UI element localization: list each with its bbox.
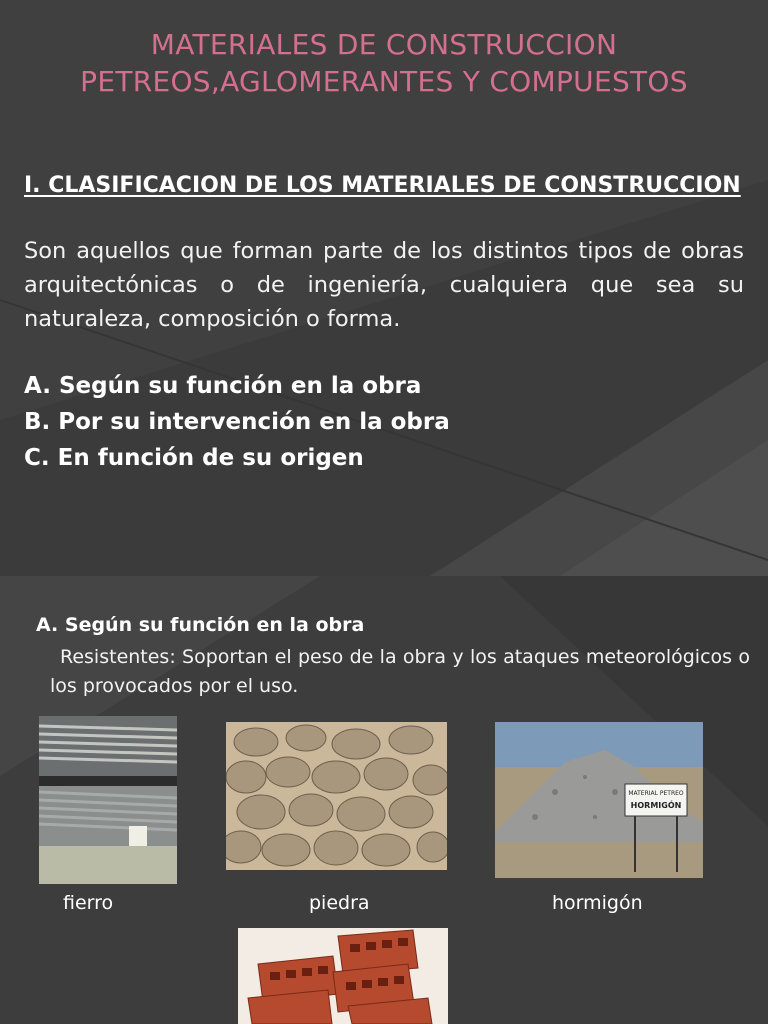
list-item-c: C. En función de su origen — [24, 445, 364, 471]
bricks-photo — [238, 928, 448, 1024]
sign-line-1: MATERIAL PETREO — [628, 790, 684, 797]
rebar-photo — [39, 716, 177, 884]
classification-list — [24, 368, 744, 476]
caption-piedra: piedra — [309, 892, 370, 914]
section-heading: I. CLASIFICACION DE LOS MATERIALES DE CONSTRUCCION — [24, 173, 741, 198]
slide-title: MATERIALES DE CONSTRUCCION PETREOS,AGLOMERANTES Y COMPUESTOS — [80, 28, 688, 98]
list-item-b: B. Por su intervención en la obra — [24, 409, 450, 435]
caption-hormigon: hormigón — [552, 892, 643, 914]
definition-paragraph: Son aquellos que forman parte de los distintos tipos de obras arquitectónicas o de ingeniería, cualquiera que sea su naturaleza, composición o forma. — [24, 238, 744, 332]
list-item-a: A. Según su función en la obra — [24, 373, 422, 399]
sign-line-2: HORMIGÓN — [630, 801, 682, 810]
resistentes-paragraph: Resistentes: Soportan el peso de la obra y los ataques meteorológicos o los provocados por el uso. — [50, 646, 750, 697]
aggregate-pile-photo — [495, 722, 703, 878]
stones-photo — [226, 722, 447, 870]
slide-2-heading: A. Según su función en la obra — [36, 614, 365, 636]
caption-fierro: fierro — [63, 892, 114, 914]
